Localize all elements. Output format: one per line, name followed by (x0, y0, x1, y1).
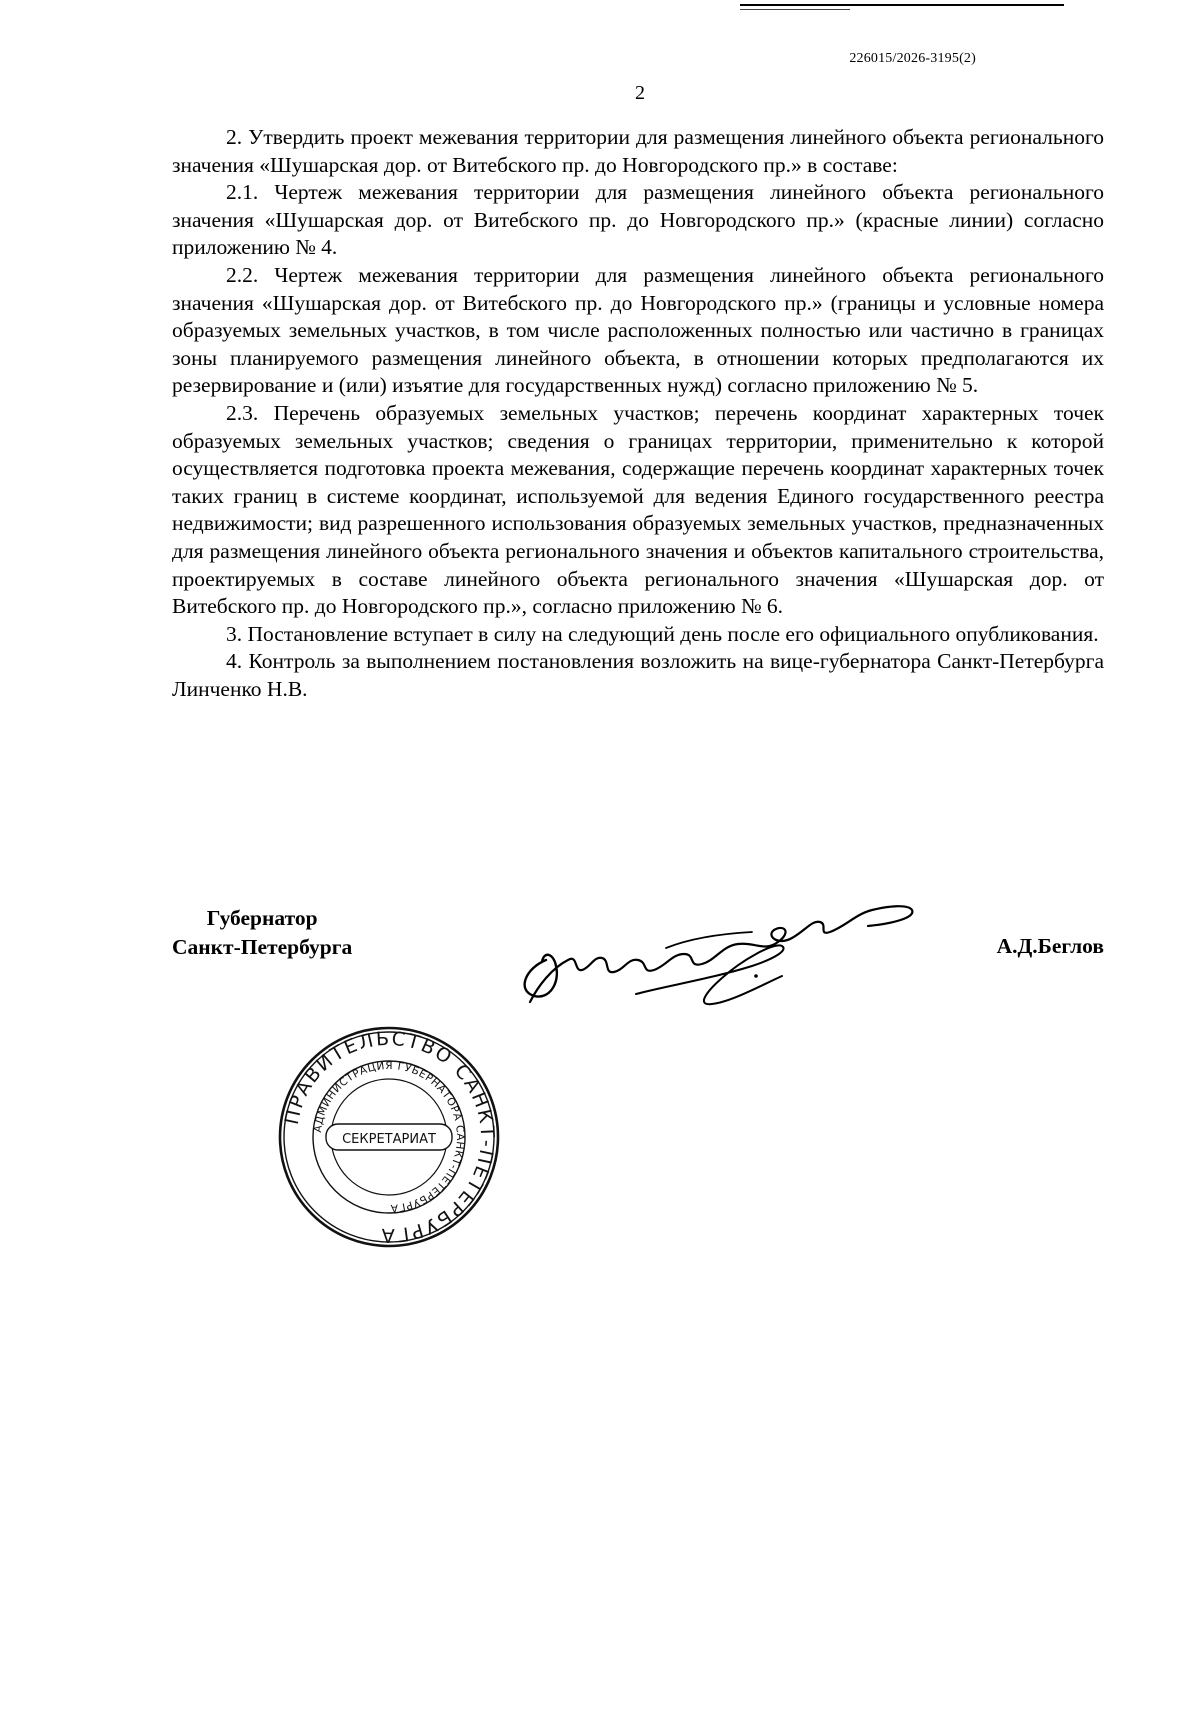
top-rule-thin (740, 9, 850, 10)
paragraph-3: 3. Постановление вступает в силу на следующий день после его официального опубликования. (226, 621, 1099, 646)
paragraph-2: 2. Утвердить проект межевания территории для размещения линейного объекта регионального значения «Шушарская дор. от Витебского пр. до Новгородского пр.» в составе: (172, 125, 1104, 177)
paragraph-4: 4. Контроль за выполнением постановления возложить на вице-губернатора Санкт-Петербурга Линченко Н.В. (172, 649, 1104, 701)
paragraph-2-3: 2.3. Перечень образуемых земельных участков; перечень координат характерных точек образуемых земельных участков; сведения о границах территории, применительно к которой осуществляется подготовка проекта межевания, содержащие перечень координат характерных точек таких границ в системе координат, используемой для ведения Единого государственного реестра недвижимости; вид разрешенного использования образуемых земельных участков, предназначенных для размещения линейного объекта регионального значения и объектов капитального строительства, проектируемых в составе линейного объекта регионального значения «Шушарская дор. от Витебского пр. до Новгородского пр.», согласно приложению № 6. (172, 400, 1104, 619)
svg-text:АДМИНИСТРАЦИЯ ГУБЕРНАТОРА САНК: АДМИНИСТРАЦИЯ ГУБЕРНАТОРА САНКТ-ПЕТЕРБУРГА (312, 1059, 467, 1215)
handwritten-signature (516, 890, 926, 1010)
page-number: 2 (635, 82, 645, 104)
signatory-name: А.Д.Беглов (996, 934, 1104, 958)
top-rule (740, 4, 1064, 6)
svg-text:СЕКРЕТАРИАТ: СЕКРЕТАРИАТ (342, 1132, 436, 1147)
signatory-title-line2: Санкт-Петербурга (172, 935, 353, 959)
paragraph-2-1: 2.1. Чертеж межевания территории для размещения линейного объекта регионального значения «Шушарская дор. от Витебского пр. до Новгородского пр.» (красные линии) согласно приложению № 4. (172, 180, 1104, 260)
official-seal (276, 1024, 502, 1250)
signatory-title-line1: Губернатор (206, 906, 318, 930)
signature-block (0, 890, 1200, 1250)
paragraph-2-2: 2.2. Чертеж межевания территории для размещения линейного объекта регионального значения «Шушарская дор. от Витебского пр. до Новгородского пр.» (границы и условные номера образуемых земельных участков, в том числе расположенных полностью или частично в границах зоны планируемого размещения линейного объекта, в отношении которых предполагаются их резервирование и (или) изъятие для государственных нужд) согласно приложению № 5. (172, 262, 1104, 398)
svg-text:ПРАВИТЕЛЬСТВО САНКТ-ПЕТЕРБУРГА: ПРАВИТЕЛЬСТВО САНКТ-ПЕТЕРБУРГА (280, 1027, 499, 1247)
registration-number: 226015/2026-3195(2) (849, 51, 976, 66)
document-body (172, 124, 1104, 703)
signatory-title (172, 904, 352, 962)
